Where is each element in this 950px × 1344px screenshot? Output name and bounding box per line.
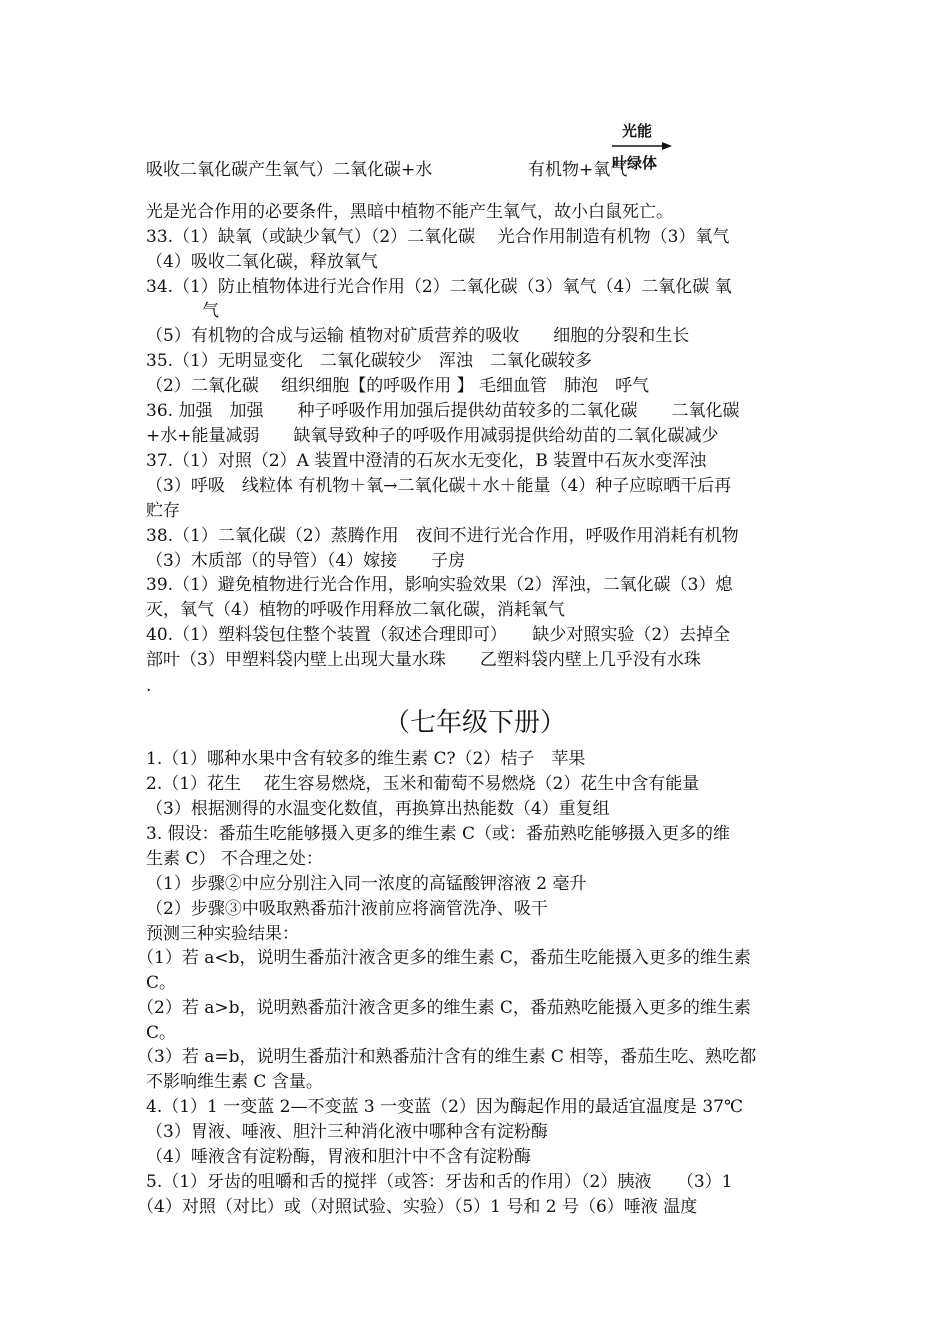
text-line: . bbox=[146, 676, 152, 696]
text-line: 部叶（3）甲塑料袋内壁上出现大量水珠 乙塑料袋内壁上几乎没有水珠 bbox=[146, 650, 701, 670]
text-line: （3）若 a=b，说明生番茄汁和熟番茄汁含有的维生素 C 相等，番茄生吃、熟吃都 bbox=[137, 1047, 757, 1067]
text-line: C。 bbox=[146, 1023, 177, 1043]
text-line: （1）步骤②中应分别注入同一浓度的高锰酸钾溶液 2 毫升 bbox=[146, 874, 587, 894]
text-line: （3）木质部（的导管）（4）嫁接 子房 bbox=[146, 551, 466, 571]
text-line: 40.（1）塑料袋包住整个装置（叙述合理即可） 缺少对照实验（2）去掉全 bbox=[146, 625, 731, 645]
text-line: （3）胃液、唾液、胆汁三种消化液中哪种含有淀粉酶 bbox=[146, 1122, 548, 1142]
text-line: 预测三种实验结果： bbox=[146, 924, 299, 944]
equation-suffix: 有机物+氧气 bbox=[528, 160, 628, 180]
text-line: 35.（1）无明显变化 二氧化碳较少 浑浊 二氧化碳较多 bbox=[146, 351, 592, 371]
text-line: 灭，氧气（4）植物的呼吸作用释放二氧化碳，消耗氧气 bbox=[146, 600, 565, 620]
text-line: 1.（1）哪种水果中含有较多的维生素 C?（2）桔子 苹果 bbox=[146, 749, 586, 769]
text-line: （3）呼吸 线粒体 有机物＋氧→二氧化碳＋水＋能量（4）种子应晾晒干后再 bbox=[146, 476, 732, 496]
text-line: 贮存 bbox=[146, 501, 180, 521]
text-line: 37.（1）对照（2）A 装置中澄清的石灰水无变化，B 装置中石灰水变浑浊 bbox=[146, 451, 707, 471]
text-line: +水+能量减弱 缺氧导致种子的呼吸作用减弱提供给幼苗的二氧化碳减少 bbox=[146, 426, 719, 446]
text-line: （2）二氧化碳 组织细胞【的呼吸作用 】 毛细血管 肺泡 呼气 bbox=[146, 376, 650, 396]
text-line: （3）根据测得的水温变化数值，再换算出热能数（4）重复组 bbox=[146, 799, 610, 819]
text-line: 2.（1）花生 花生容易燃烧，玉米和葡萄不易燃烧（2）花生中含有能量 bbox=[146, 774, 700, 794]
text-line: 5.（1）牙齿的咀嚼和舌的搅拌（或答：牙齿和舌的作用）（2）胰液 （3）1 bbox=[146, 1172, 733, 1192]
text-line: （4）唾液含有淀粉酶，胃液和胆汁中不含有淀粉酶 bbox=[146, 1147, 531, 1167]
text-line: 38.（1）二氧化碳（2）蒸腾作用 夜间不进行光合作用，呼吸作用消耗有机物 bbox=[146, 526, 739, 546]
text-line: 33.（1）缺氧（或缺少氧气）（2）二氧化碳 光合作用制造有机物（3）氧气 bbox=[146, 227, 730, 247]
section-heading: （七年级下册） bbox=[383, 708, 566, 738]
right-arrow-icon bbox=[612, 140, 672, 152]
text-line: （2）步骤③中吸取熟番茄汁液前应将滴管洗净、吸干 bbox=[146, 899, 548, 919]
text-line: C。 bbox=[146, 973, 177, 993]
text-line: 气 bbox=[202, 301, 219, 321]
text-line: 不影响维生素 C 含量。 bbox=[146, 1072, 323, 1092]
arrow-condition-light: 光能 bbox=[622, 122, 653, 140]
text-line: （1）若 a<b，说明生番茄汁液含更多的维生素 C，番茄生吃能摄入更多的维生素 bbox=[137, 948, 751, 968]
text-line: 4.（1）1 一变蓝 2—不变蓝 3 一变蓝（2）因为酶起作用的最适宜温度是 37℃ bbox=[146, 1097, 743, 1117]
text-line: 生素 C） 不合理之处： bbox=[146, 849, 323, 869]
equation-prefix: 吸收二氧化碳产生氧气）二氧化碳+水 bbox=[146, 160, 433, 180]
text-line: 34.（1）防止植物体进行光合作用（2）二氧化碳（3）氧气（4）二氧化碳 氧 bbox=[146, 277, 732, 297]
text-line: 3. 假设：番茄生吃能够摄入更多的维生素 C（或：番茄熟吃能够摄入更多的维 bbox=[146, 824, 731, 844]
text-line: 光是光合作用的必要条件，黑暗中植物不能产生氧气，故小白鼠死亡。 bbox=[146, 202, 673, 222]
text-line: （4）吸收二氧化碳，释放氧气 bbox=[146, 252, 378, 272]
text-line: （2）若 a>b，说明熟番茄汁液含更多的维生素 C，番茄熟吃能摄入更多的维生素 bbox=[137, 998, 751, 1018]
text-line: （4）对照（对比）或（对照试验、实验）（5）1 号和 2 号（6）唾液 温度 bbox=[137, 1197, 698, 1217]
text-line: 36. 加强 加强 种子呼吸作用加强后提供幼苗较多的二氧化碳 二氧化碳 bbox=[146, 401, 740, 421]
photosynthesis-equation bbox=[146, 118, 826, 188]
arrow-condition-chloroplast: 叶绿体 bbox=[612, 154, 658, 172]
text-line: 39.（1）避免植物进行光合作用，影响实验效果（2）浑浊，二氧化碳（3）熄 bbox=[146, 575, 733, 595]
text-line: （5）有机物的合成与运输 植物对矿质营养的吸收 细胞的分裂和生长 bbox=[146, 326, 690, 346]
